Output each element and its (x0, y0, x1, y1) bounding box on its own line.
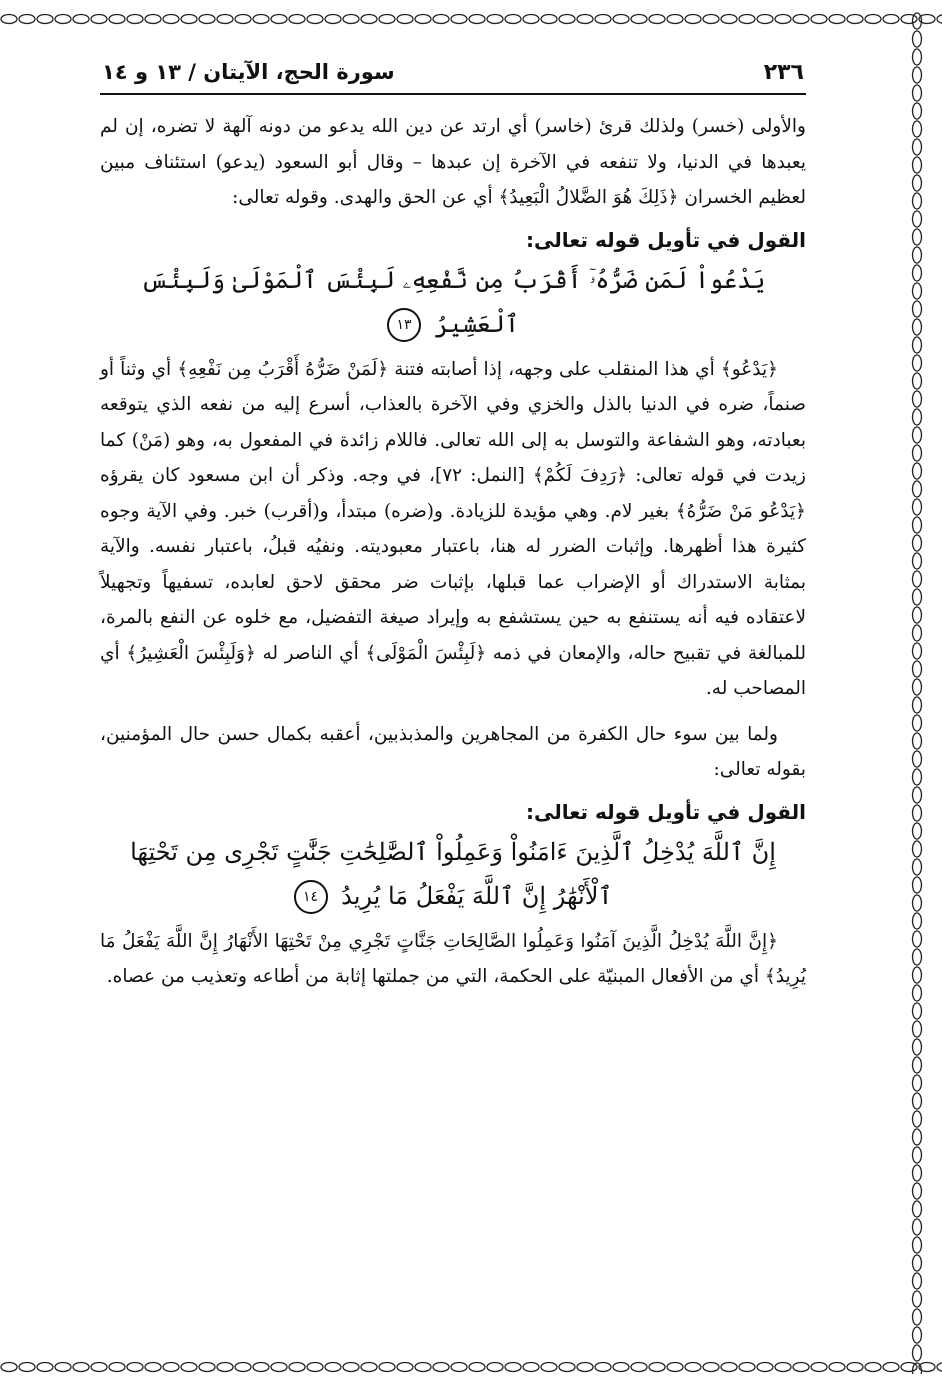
verse-14-line-1: إِنَّ ٱللَّهَ يُدْخِلُ ٱلَّذِينَ ءَامَنُواْ وَعَمِلُواْ ٱلصَّٰلِحَٰتِ جَنَّٰتٍ تَجْرِى مِن تَحْتِهَا (130, 837, 776, 866)
verse-number-mark: ١٤ (294, 880, 328, 914)
ornamental-border-right (910, 12, 924, 1374)
verse-14 (100, 830, 806, 918)
verse-14-line-2-text: ٱلْأَنْهَٰرُ إِنَّ ٱللَّهَ يَفْعَلُ مَا يُرِيدُ (341, 881, 613, 910)
section-heading-1: القول في تأويل قوله تعالى: (526, 227, 806, 252)
spacer (100, 707, 806, 717)
paragraph-2: ﴿يَدْعُو﴾ أي هذا المنقلب على وجهه، إذا أصابته فتنة ﴿لَمَنْ ضَرُّهُ أَقْرَبُ مِن نَفْعِهِ﴾ أي وثناً أو صنماً، ضره في الدنيا بالذل والخزي وفي الآخرة بالعذاب، أسرع إليه من نفعه الذي يتوقعه بعبادته، وهو الشفاعة والتوسل به إلى الله تعالى. فاللام زائدة في المفعول به، وهو (مَنْ) كما زيدت في قوله تعالى: ﴿رَدِفَ لَكُمْ﴾ [النمل: ٧٢]، في وجه. وذكر أن ابن مسعود كان يقرؤه ﴿يَدْعُو مَنْ ضَرُّهُ﴾ بغير لام. وهي مؤيدة للزيادة. و(ضره) مبتدأ، و(أقرب) خبر. وفي الآية وجوه كثيرة هذا أظهرها. وإثبات الضرر له هنا، باعتبار معبوديته. ونفيُه قبلُ، باعتبار نفسه. والآية بمثابة الاستدراك أو الإضراب عما قبلها، بإثبات ضر محقق لاحق لعابده، تسفيهاً وتجهيلاً لاعتقاده فيه أنه يستنفع به حين يستشفع به وإيراد صيغة التفضيل، مع خلوه عن النفع بالمرة، للمبالغة في تقبيح حاله، والإمعان في ذمه ﴿لَبِئْسَ الْمَوْلَى﴾ أي الناصر له ﴿وَلَبِئْسَ الْعَشِيرُ﴾ أي المصاحب له. (100, 358, 806, 699)
ornamental-border-bottom (0, 1360, 942, 1374)
page-content (100, 60, 806, 995)
paragraph-1: والأولى (خسر) ولذلك قرئ (خاسر) أي ارتد عن دين الله يدعو من دونه آلهة لا تضره، إن لم يعبدها في الدنيا، ولا تنفعه في الآخرة إن عبدها – وقال أبو السعود (يدعو) استئناف مبين لعظيم الخسران ﴿ذَلِكَ هُوَ الضَّلالُ الْبَعِيدُ﴾ أي عن الحق والهدى. وقوله تعالى: (100, 116, 806, 208)
running-title: سورة الحج، الآيتان / ١٣ و ١٤ (102, 60, 395, 84)
verse-13-text: يَدْعُواْ لَمَن ضَرُّهُۥٓ أَقْرَبُ مِن نَّفْعِهِۦ لَبِئْسَ ٱلْمَوْلَىٰ وَلَبِئْسَ ٱلْعَشِيرُ (140, 265, 766, 338)
paragraph-4: ﴿إِنَّ اللَّهَ يُدْخِلُ الَّذِينَ آمَنُوا وَعَمِلُوا الصَّالِحَاتِ جَنَّاتٍ تَجْرِي مِنْ تَحْتِهَا الأَنْهَارُ إِنَّ اللَّهَ يَفْعَلُ مَا يُرِيدُ﴾ أي من الأفعال المبنيّة على الحكمة، التي من جملتها إثابة من أطاعه وتعذيب من عصاه. (100, 930, 806, 987)
verse-number-mark: ١٣ (387, 308, 421, 342)
verse-13 (100, 258, 806, 346)
section-heading-2: القول في تأويل قوله تعالى: (526, 799, 806, 824)
ornamental-border-top (0, 12, 942, 26)
page-number: ٢٣٦ (763, 60, 804, 85)
verse-14-line-2 (100, 874, 806, 918)
page-header (100, 60, 806, 91)
header-rule (100, 93, 806, 95)
paragraph-3: ولما بين سوء حال الكفرة من المجاهرين والمذبذبين، أعقبه بكمال حسن حال المؤمنين، بقوله تعالى: (100, 723, 806, 780)
